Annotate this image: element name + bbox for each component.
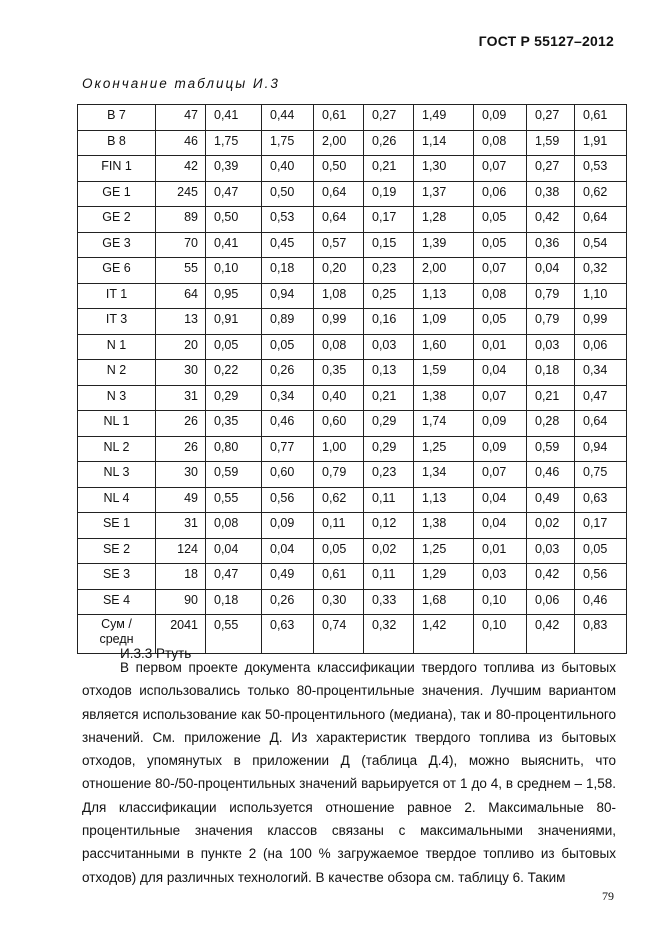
table-cell: 0,17: [364, 207, 414, 233]
table-cell: 0,04: [474, 360, 527, 386]
table-cell: 245: [156, 181, 206, 207]
table-cell: 2,00: [314, 130, 364, 156]
table-cell: 0,36: [527, 232, 575, 258]
table-cell: 18: [156, 564, 206, 590]
table-cell: 0,08: [474, 283, 527, 309]
table-cell: 0,59: [527, 436, 575, 462]
table-cell: 47: [156, 105, 206, 131]
row-label-cell: SE 3: [78, 564, 156, 590]
table-cell: 0,50: [314, 156, 364, 182]
table-cell: 0,27: [527, 105, 575, 131]
table-cell: 0,11: [364, 487, 414, 513]
table-cell: 0,62: [314, 487, 364, 513]
table-cell: 0,30: [314, 589, 364, 615]
table-cell: 20: [156, 334, 206, 360]
table-cell: 0,01: [474, 334, 527, 360]
table-row: [78, 513, 627, 539]
table-cell: 0,53: [262, 207, 314, 233]
table-row: [78, 283, 627, 309]
row-label-cell: SE 2: [78, 538, 156, 564]
table-cell: 0,50: [206, 207, 262, 233]
table-cell: 0,60: [314, 411, 364, 437]
body-text: [82, 656, 616, 889]
table-row: [78, 360, 627, 386]
table-cell: 0,10: [206, 258, 262, 284]
total-cell: 0,74: [314, 615, 364, 654]
table-cell: 0,56: [262, 487, 314, 513]
table-cell: 1,09: [414, 309, 474, 335]
table-cell: 0,53: [575, 156, 627, 182]
table-cell: 1,38: [414, 513, 474, 539]
table-cell: 0,05: [575, 538, 627, 564]
table-cell: 0,47: [206, 564, 262, 590]
table-cell: 0,11: [314, 513, 364, 539]
row-label-cell: GE 6: [78, 258, 156, 284]
table-cell: 0,04: [474, 513, 527, 539]
table-cell: 0,05: [314, 538, 364, 564]
table-cell: 30: [156, 360, 206, 386]
table-cell: 0,03: [364, 334, 414, 360]
table-cell: 0,46: [575, 589, 627, 615]
table-row: [78, 156, 627, 182]
table-row: [78, 334, 627, 360]
table-cell: 0,45: [262, 232, 314, 258]
total-label-line: средн: [99, 632, 134, 646]
table-row: [78, 232, 627, 258]
table-cell: 1,10: [575, 283, 627, 309]
table-cell: 0,61: [575, 105, 627, 131]
table-cell: 0,04: [206, 538, 262, 564]
table-cell: 0,42: [527, 564, 575, 590]
table-cell: 0,16: [364, 309, 414, 335]
table-cell: 1,00: [314, 436, 364, 462]
table-cell: 0,40: [314, 385, 364, 411]
page-number: 79: [602, 889, 614, 903]
row-label-cell: GE 1: [78, 181, 156, 207]
table-cell: 0,09: [262, 513, 314, 539]
table-cell: 0,08: [206, 513, 262, 539]
table-cell: 0,04: [474, 487, 527, 513]
table-cell: 1,91: [575, 130, 627, 156]
table-cell: 90: [156, 589, 206, 615]
total-cell: 0,55: [206, 615, 262, 654]
table-cell: 1,30: [414, 156, 474, 182]
table-cell: 0,38: [527, 181, 575, 207]
table-row: [78, 487, 627, 513]
section-title: И.3.3 Ртуть: [120, 646, 192, 661]
table-cell: 0,05: [474, 232, 527, 258]
row-label-cell: GE 2: [78, 207, 156, 233]
table-cell: 0,39: [206, 156, 262, 182]
table-cell: 0,28: [527, 411, 575, 437]
table-cell: 0,35: [314, 360, 364, 386]
total-cell: 1,42: [414, 615, 474, 654]
table-cell: 0,64: [575, 411, 627, 437]
row-label-cell: NL 1: [78, 411, 156, 437]
table-cell: 0,09: [474, 411, 527, 437]
table-cell: 0,02: [364, 538, 414, 564]
table-cell: 0,26: [364, 130, 414, 156]
table-cell: 1,29: [414, 564, 474, 590]
table-cell: 31: [156, 385, 206, 411]
table-cell: 0,08: [314, 334, 364, 360]
table-row: [78, 538, 627, 564]
total-label-line: Сум /: [101, 617, 132, 631]
table-cell: 0,42: [527, 207, 575, 233]
table-cell: 0,54: [575, 232, 627, 258]
table-cell: 13: [156, 309, 206, 335]
table-cell: 0,13: [364, 360, 414, 386]
row-label-cell: N 2: [78, 360, 156, 386]
total-cell: 0,63: [262, 615, 314, 654]
table-cell: 1,60: [414, 334, 474, 360]
table-cell: 0,33: [364, 589, 414, 615]
table-cell: 1,75: [262, 130, 314, 156]
table-cell: 0,77: [262, 436, 314, 462]
table-cell: 0,23: [364, 258, 414, 284]
table-cell: 0,06: [575, 334, 627, 360]
table-row: [78, 462, 627, 488]
table-cell: 0,19: [364, 181, 414, 207]
table-cell: 0,89: [262, 309, 314, 335]
table-cell: 42: [156, 156, 206, 182]
table-row: [78, 181, 627, 207]
table-cell: 1,25: [414, 538, 474, 564]
data-table: [77, 104, 627, 654]
table-cell: 0,63: [575, 487, 627, 513]
table-cell: 0,94: [575, 436, 627, 462]
table-cell: 64: [156, 283, 206, 309]
table-cell: 46: [156, 130, 206, 156]
table-cell: 1,75: [206, 130, 262, 156]
table-cell: 0,64: [314, 181, 364, 207]
table-cell: 31: [156, 513, 206, 539]
table-cell: 0,57: [314, 232, 364, 258]
table-row: [78, 105, 627, 131]
table-row: [78, 258, 627, 284]
table-cell: 30: [156, 462, 206, 488]
table-cell: 0,27: [364, 105, 414, 131]
table-cell: 0,91: [206, 309, 262, 335]
table-row: [78, 436, 627, 462]
table-cell: 0,09: [474, 436, 527, 462]
table-cell: 0,04: [527, 258, 575, 284]
table-cell: 124: [156, 538, 206, 564]
table-cell: 0,29: [206, 385, 262, 411]
table-cell: 1,34: [414, 462, 474, 488]
table-cell: 49: [156, 487, 206, 513]
table-cell: 0,18: [527, 360, 575, 386]
table-cell: 0,46: [527, 462, 575, 488]
table-row: [78, 385, 627, 411]
table-cell: 0,79: [314, 462, 364, 488]
table-cell: 0,95: [206, 283, 262, 309]
table-cell: 0,61: [314, 105, 364, 131]
table-cell: 0,99: [314, 309, 364, 335]
table-cell: 0,46: [262, 411, 314, 437]
table-cell: 0,02: [527, 513, 575, 539]
table-cell: 0,94: [262, 283, 314, 309]
table-cell: 1,14: [414, 130, 474, 156]
row-label-cell: SE 1: [78, 513, 156, 539]
table-cell: 0,47: [206, 181, 262, 207]
table-cell: 0,05: [206, 334, 262, 360]
table-cell: 0,06: [474, 181, 527, 207]
table-cell: 1,37: [414, 181, 474, 207]
table-cell: 0,21: [364, 156, 414, 182]
table-cell: 0,20: [314, 258, 364, 284]
row-label-cell: N 1: [78, 334, 156, 360]
table-cell: 0,29: [364, 411, 414, 437]
table-cell: 0,09: [474, 105, 527, 131]
table-cell: 0,10: [474, 589, 527, 615]
table-cell: 55: [156, 258, 206, 284]
table-cell: 1,08: [314, 283, 364, 309]
table-cell: 0,26: [262, 360, 314, 386]
table-cell: 0,05: [474, 309, 527, 335]
table-cell: 0,34: [575, 360, 627, 386]
table-cell: 1,59: [414, 360, 474, 386]
row-label-cell: N 3: [78, 385, 156, 411]
table-cell: 0,56: [575, 564, 627, 590]
table-cell: 0,22: [206, 360, 262, 386]
table-cell: 0,35: [206, 411, 262, 437]
table-cell: 1,38: [414, 385, 474, 411]
table-cell: 0,04: [262, 538, 314, 564]
total-cell: 0,10: [474, 615, 527, 654]
table-cell: 0,60: [262, 462, 314, 488]
total-cell: 0,83: [575, 615, 627, 654]
table-cell: 0,21: [364, 385, 414, 411]
row-label-cell: NL 4: [78, 487, 156, 513]
table-row: [78, 130, 627, 156]
total-cell: 2041: [156, 615, 206, 654]
table-body: [78, 105, 627, 654]
table-cell: 0,32: [575, 258, 627, 284]
row-label-cell: IT 1: [78, 283, 156, 309]
table-cell: 0,49: [527, 487, 575, 513]
table-cell: 0,59: [206, 462, 262, 488]
table-cell: 0,07: [474, 258, 527, 284]
table-cell: 1,28: [414, 207, 474, 233]
table-cell: 0,01: [474, 538, 527, 564]
table-cell: 0,11: [364, 564, 414, 590]
table-cell: 1,74: [414, 411, 474, 437]
table-row: [78, 411, 627, 437]
table-caption: Окончание таблицы И.3: [82, 76, 280, 91]
table-cell: 0,64: [314, 207, 364, 233]
table-cell: 1,59: [527, 130, 575, 156]
table-cell: 0,40: [262, 156, 314, 182]
row-label-cell: B 7: [78, 105, 156, 131]
table-cell: 0,15: [364, 232, 414, 258]
table-cell: 0,26: [262, 589, 314, 615]
table-cell: 0,27: [527, 156, 575, 182]
row-label-cell: NL 2: [78, 436, 156, 462]
row-label-cell: SE 4: [78, 589, 156, 615]
row-label-cell: B 8: [78, 130, 156, 156]
table-cell: 89: [156, 207, 206, 233]
total-cell: 0,32: [364, 615, 414, 654]
table-cell: 26: [156, 411, 206, 437]
table-cell: 0,44: [262, 105, 314, 131]
table-cell: 0,05: [474, 207, 527, 233]
table-cell: 26: [156, 436, 206, 462]
table-cell: 0,07: [474, 462, 527, 488]
row-label-cell: NL 3: [78, 462, 156, 488]
table-cell: 0,62: [575, 181, 627, 207]
table-row: [78, 564, 627, 590]
table-cell: 0,18: [262, 258, 314, 284]
row-label-cell: GE 3: [78, 232, 156, 258]
table-cell: 0,05: [262, 334, 314, 360]
table-cell: 0,64: [575, 207, 627, 233]
table-cell: 0,08: [474, 130, 527, 156]
table-cell: 0,06: [527, 589, 575, 615]
table-cell: 0,55: [206, 487, 262, 513]
table-cell: 0,41: [206, 232, 262, 258]
table-row: [78, 309, 627, 335]
table-cell: 0,29: [364, 436, 414, 462]
table-cell: 0,41: [206, 105, 262, 131]
table-cell: 0,47: [575, 385, 627, 411]
table-cell: 1,68: [414, 589, 474, 615]
table-cell: 0,03: [527, 334, 575, 360]
table-cell: 0,79: [527, 283, 575, 309]
table-cell: 1,25: [414, 436, 474, 462]
table-cell: 70: [156, 232, 206, 258]
table-cell: 1,49: [414, 105, 474, 131]
table-cell: 0,18: [206, 589, 262, 615]
table-cell: 0,07: [474, 156, 527, 182]
table-cell: 0,25: [364, 283, 414, 309]
body-paragraph: В первом проекте документа классификации твердого топлива из бытовых отходов использовались только 80-процентильные значения. Лучшим вариантом является использование как 50-процентильного (медиана), так и 80-процентильного значений. См. приложение Д. Из характеристик твердого топлива из бытовых отходов, упомянутых в приложении Д (таблица Д.4), можно выяснить, что отношение 80-/50-процентильных значений варьируется от 1 до 4, в среднем – 1,58. Для классификации используется отношение равное 2. Максимальные 80-процентильные значения классов связаны с максимальными значениями, рассчитанными в пункте 2 (на 100 % загружаемое твердое топливо из бытовых отходов) для различных технологий. В качестве обзора см. таблицу 6. Таким: [82, 660, 616, 885]
table-cell: 0,03: [527, 538, 575, 564]
table-cell: 2,00: [414, 258, 474, 284]
table-cell: 0,12: [364, 513, 414, 539]
table-cell: 0,34: [262, 385, 314, 411]
table-cell: 0,61: [314, 564, 364, 590]
table-cell: 0,75: [575, 462, 627, 488]
table-row: [78, 589, 627, 615]
total-cell: 0,42: [527, 615, 575, 654]
table-cell: 1,39: [414, 232, 474, 258]
table-cell: 1,13: [414, 283, 474, 309]
table-row: [78, 207, 627, 233]
row-label-cell: IT 3: [78, 309, 156, 335]
table-cell: 0,50: [262, 181, 314, 207]
table-cell: 0,99: [575, 309, 627, 335]
table-cell: 0,21: [527, 385, 575, 411]
standard-header: ГОСТ Р 55127–2012: [478, 33, 614, 49]
table-cell: 0,80: [206, 436, 262, 462]
table-cell: 0,23: [364, 462, 414, 488]
table-cell: 0,79: [527, 309, 575, 335]
table-cell: 0,07: [474, 385, 527, 411]
table-cell: 0,17: [575, 513, 627, 539]
table-cell: 0,49: [262, 564, 314, 590]
row-label-cell: FIN 1: [78, 156, 156, 182]
table-cell: 1,13: [414, 487, 474, 513]
table-cell: 0,03: [474, 564, 527, 590]
